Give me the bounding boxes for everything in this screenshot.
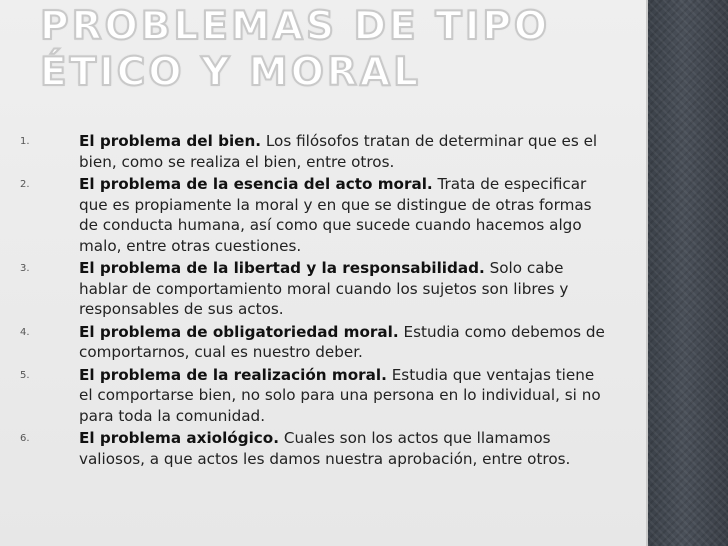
list-item [20,428,610,469]
item-number: 4. [20,326,30,338]
list-item [20,131,610,172]
item-text: Estudia como debemos de comportarnos, cual es nuestro deber. [79,322,605,361]
item-number: 2. [20,179,30,190]
item-number: 1. [20,136,30,147]
item-lead: El problema de la realización moral. [79,365,387,384]
list-item [20,174,610,256]
item-text: Solo cabe hablar de comportamiento moral cuando los sujetos son libres y responsables de sus actos. [79,259,569,318]
item-text: Los filósofos tratan de determinar que es el bien, como se realiza el bien, entre otros. [79,132,598,171]
list-item [20,322,610,363]
problem-list [20,131,610,471]
item-text: Cuales son los actos que llamamos valiosos, a que actos les damos nuestra aprobación, entre otros. [79,429,571,468]
list-item [20,258,610,320]
item-number: 3. [20,263,30,274]
item-text: Estudia que ventajas tiene el comportarse bien, no solo para una persona en lo individual, si no para toda la comunidad. [79,365,601,425]
item-lead: El problema axiológico. [79,429,280,447]
item-number: 6. [20,433,30,444]
decorative-side-panel [648,0,728,546]
item-number: 5. [20,369,30,381]
list-item [20,365,610,427]
item-text: Trata de especificar que es propiamente la moral y en que se distingue de otras formas de conducta humana, así como que sucede cuando hacemos algo malo, entre otras cuestiones. [79,175,592,255]
slide-title: PROBLEMAS DE TIPO ÉTICO Y MORAL [40,4,551,95]
item-lead: El problema del bien. [79,132,262,150]
item-lead: El problema de la esencia del acto moral. [79,175,433,193]
item-lead: El problema de obligatoriedad moral. [79,322,399,341]
item-lead: El problema de la libertad y la responsabilidad. [79,259,485,277]
